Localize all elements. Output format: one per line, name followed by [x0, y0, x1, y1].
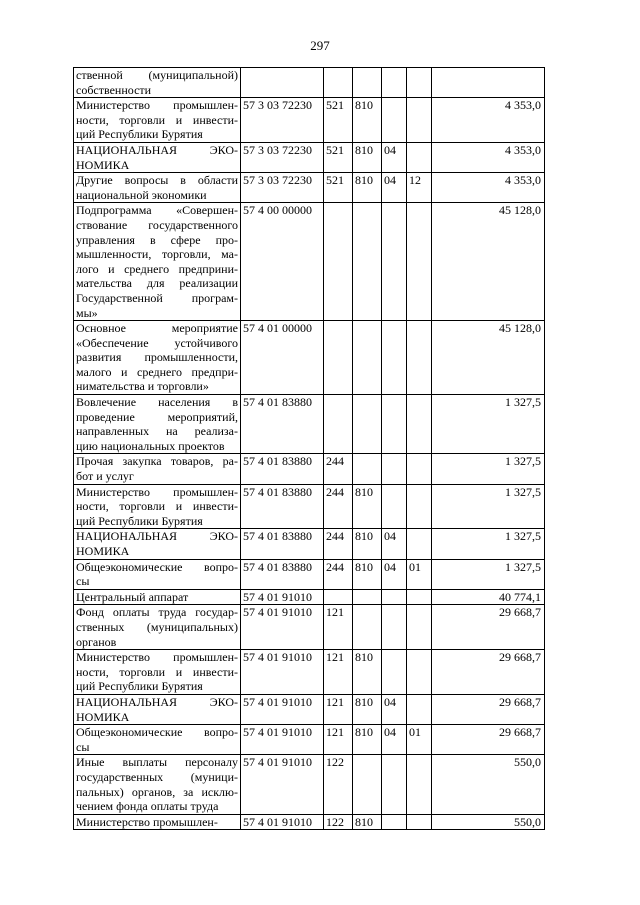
table-row [74, 98, 545, 143]
description-line: Министерство промышлен- [76, 814, 218, 829]
description-line: государственных (муници- [76, 769, 238, 784]
section-code: 04 [382, 142, 407, 172]
table-row [74, 694, 545, 724]
administrator-code [353, 68, 382, 98]
table-row [74, 68, 545, 98]
description-line: «Обеспечение устойчивого [76, 335, 238, 350]
target-article-code: 57 4 01 00000 [241, 321, 324, 395]
section-code [382, 650, 407, 695]
table-row [74, 589, 545, 605]
expense-type-code: 521 [324, 142, 353, 172]
description-line: сы [76, 739, 90, 754]
description-line: Подпрограмма «Совершен- [76, 203, 238, 218]
description-line: ций Республики Бурятия [76, 679, 203, 694]
description-line: органов [76, 634, 117, 649]
section-code: 04 [382, 529, 407, 559]
expense-type-code: 244 [324, 529, 353, 559]
target-article-code [241, 68, 324, 98]
description-line: Иные выплаты персоналу [76, 755, 238, 770]
subsection-code [407, 484, 432, 529]
target-article-code: 57 4 01 83880 [241, 454, 324, 484]
description-line: ций Республики Бурятия [76, 513, 203, 528]
target-article-code: 57 4 01 91010 [241, 755, 324, 814]
description-line: собственности [76, 82, 152, 97]
section-code [382, 321, 407, 395]
row-description [74, 694, 241, 724]
subsection-code [407, 605, 432, 650]
description-line: ственных (муниципальных) [76, 619, 238, 634]
amount: 29 668,7 [432, 725, 545, 755]
subsection-code [407, 203, 432, 321]
description-line: мышленности, торговли, ма- [76, 247, 238, 262]
table-row [74, 321, 545, 395]
description-line: НАЦИОНАЛЬНАЯ ЭКО- [76, 694, 238, 709]
row-description [74, 589, 241, 605]
administrator-code: 810 [353, 529, 382, 559]
description-line: Фонд оплаты труда государ- [76, 605, 238, 620]
row-description [74, 454, 241, 484]
budget-table [73, 67, 545, 830]
expense-type-code: 244 [324, 484, 353, 529]
description-line: Министерство промышлен- [76, 650, 238, 665]
administrator-code [353, 395, 382, 454]
description-line: Другие вопросы в области [76, 173, 238, 188]
target-article-code: 57 4 01 83880 [241, 395, 324, 454]
section-code: 04 [382, 173, 407, 203]
section-code: 04 [382, 725, 407, 755]
amount: 29 668,7 [432, 605, 545, 650]
subsection-code [407, 395, 432, 454]
table-row [74, 605, 545, 650]
row-description [74, 605, 241, 650]
description-line: НАЦИОНАЛЬНАЯ ЭКО- [76, 529, 238, 544]
subsection-code [407, 454, 432, 484]
description-line: НОМИКА [76, 157, 130, 172]
administrator-code: 810 [353, 814, 382, 830]
table-row [74, 173, 545, 203]
description-line: сы [76, 574, 90, 589]
subsection-code [407, 142, 432, 172]
expense-type-code [324, 589, 353, 605]
expense-type-code: 121 [324, 605, 353, 650]
section-code [382, 203, 407, 321]
table-row [74, 454, 545, 484]
expense-type-code [324, 68, 353, 98]
description-line: Министерство промышлен- [76, 98, 238, 113]
subsection-code [407, 68, 432, 98]
row-description [74, 650, 241, 695]
expense-type-code: 121 [324, 725, 353, 755]
table-row [74, 755, 545, 814]
row-description [74, 484, 241, 529]
description-line: пальных) органов, за исклю- [76, 784, 238, 799]
amount: 45 128,0 [432, 203, 545, 321]
subsection-code: 01 [407, 559, 432, 589]
administrator-code: 810 [353, 484, 382, 529]
target-article-code: 57 4 01 91010 [241, 589, 324, 605]
administrator-code: 810 [353, 173, 382, 203]
target-article-code: 57 4 01 91010 [241, 650, 324, 695]
expense-type-code: 122 [324, 814, 353, 830]
amount: 4 353,0 [432, 142, 545, 172]
amount: 40 774,1 [432, 589, 545, 605]
row-description [74, 173, 241, 203]
table-row [74, 650, 545, 695]
row-description [74, 395, 241, 454]
expense-type-code: 521 [324, 98, 353, 143]
target-article-code: 57 4 01 83880 [241, 484, 324, 529]
subsection-code [407, 98, 432, 143]
expense-type-code [324, 321, 353, 395]
amount: 4 353,0 [432, 173, 545, 203]
description-line: ности, торговли и инвести- [76, 112, 238, 127]
description-line: НОМИКА [76, 709, 130, 724]
section-code: 04 [382, 694, 407, 724]
description-line: ности, торговли и инвести- [76, 499, 238, 514]
administrator-code [353, 321, 382, 395]
table-row [74, 142, 545, 172]
description-line: НОМИКА [76, 544, 130, 558]
administrator-code: 810 [353, 98, 382, 143]
row-description [74, 68, 241, 98]
description-line: национальной экономики [76, 187, 207, 202]
table-row [74, 484, 545, 529]
row-description [74, 142, 241, 172]
description-line: мы» [76, 305, 98, 320]
administrator-code [353, 755, 382, 814]
section-code [382, 454, 407, 484]
subsection-code [407, 529, 432, 559]
expense-type-code: 244 [324, 454, 353, 484]
page-number: 297 [310, 38, 330, 53]
row-description [74, 321, 241, 395]
section-code [382, 814, 407, 830]
target-article-code: 57 4 00 00000 [241, 203, 324, 321]
description-line: проведение мероприятий, [76, 409, 238, 424]
description-line: Министерство промышлен- [76, 484, 238, 499]
subsection-code [407, 589, 432, 605]
administrator-code [353, 454, 382, 484]
row-description [74, 98, 241, 143]
description-line: нимательства и торговли» [76, 379, 209, 394]
description-line: Основное мероприятие [76, 321, 238, 336]
section-code: 04 [382, 559, 407, 589]
section-code [382, 484, 407, 529]
amount [432, 68, 545, 98]
section-code [382, 98, 407, 143]
administrator-code: 810 [353, 725, 382, 755]
subsection-code: 12 [407, 173, 432, 203]
expense-type-code [324, 395, 353, 454]
target-article-code: 57 3 03 72230 [241, 142, 324, 172]
description-line: бот и услуг [76, 469, 134, 484]
expense-type-code: 244 [324, 559, 353, 589]
amount: 1 327,5 [432, 484, 545, 529]
budget-table-body [74, 68, 545, 830]
target-article-code: 57 4 01 83880 [241, 559, 324, 589]
target-article-code: 57 4 01 91010 [241, 694, 324, 724]
table-row [74, 529, 545, 559]
amount: 4 353,0 [432, 98, 545, 143]
section-code [382, 605, 407, 650]
description-line: чением фонда оплаты труда [76, 799, 219, 814]
table-row [74, 725, 545, 755]
subsection-code [407, 755, 432, 814]
administrator-code: 810 [353, 142, 382, 172]
table-row [74, 203, 545, 321]
expense-type-code: 122 [324, 755, 353, 814]
amount: 550,0 [432, 755, 545, 814]
section-code [382, 755, 407, 814]
description-line: НАЦИОНАЛЬНАЯ ЭКО- [76, 142, 238, 157]
administrator-code: 810 [353, 650, 382, 695]
target-article-code: 57 4 01 91010 [241, 725, 324, 755]
description-line: развития промышленности, [76, 350, 238, 365]
description-line: Общеэкономические вопро- [76, 725, 238, 740]
administrator-code: 810 [353, 559, 382, 589]
section-code [382, 68, 407, 98]
description-line: малого и среднего предпри- [76, 364, 238, 379]
description-line: ственной (муниципальной) [76, 68, 238, 82]
expense-type-code [324, 203, 353, 321]
description-line: ствование государственного [76, 217, 238, 232]
section-code [382, 395, 407, 454]
description-line: Государственной програм- [76, 290, 238, 305]
row-description [74, 725, 241, 755]
description-line: лого и среднего предприни- [76, 261, 238, 276]
target-article-code: 57 4 01 83880 [241, 529, 324, 559]
amount: 1 327,5 [432, 454, 545, 484]
section-code [382, 589, 407, 605]
amount: 1 327,5 [432, 529, 545, 559]
amount: 550,0 [432, 814, 545, 830]
expense-type-code: 521 [324, 173, 353, 203]
row-description [74, 559, 241, 589]
target-article-code: 57 3 03 72230 [241, 98, 324, 143]
subsection-code [407, 814, 432, 830]
description-line: управления в сфере про- [76, 232, 238, 247]
target-article-code: 57 3 03 72230 [241, 173, 324, 203]
amount: 1 327,5 [432, 559, 545, 589]
row-description [74, 529, 241, 559]
expense-type-code: 121 [324, 694, 353, 724]
row-description [74, 755, 241, 814]
amount: 29 668,7 [432, 694, 545, 724]
expense-type-code: 121 [324, 650, 353, 695]
amount: 29 668,7 [432, 650, 545, 695]
target-article-code: 57 4 01 91010 [241, 814, 324, 830]
description-line: цию национальных проектов [76, 438, 225, 453]
subsection-code [407, 650, 432, 695]
table-row [74, 395, 545, 454]
description-line: Вовлечение населения в [76, 395, 238, 410]
subsection-code [407, 694, 432, 724]
subsection-code [407, 321, 432, 395]
description-line: Общеэкономические вопро- [76, 559, 238, 574]
row-description [74, 814, 241, 830]
description-line: Центральный аппарат [76, 589, 189, 604]
row-description [74, 203, 241, 321]
administrator-code [353, 589, 382, 605]
administrator-code [353, 203, 382, 321]
administrator-code [353, 605, 382, 650]
amount: 1 327,5 [432, 395, 545, 454]
table-row [74, 814, 545, 830]
description-line: Прочая закупка товаров, ра- [76, 454, 238, 469]
target-article-code: 57 4 01 91010 [241, 605, 324, 650]
description-line: мательства для реализации [76, 276, 238, 291]
description-line: направленных на реализа- [76, 424, 238, 439]
table-row [74, 559, 545, 589]
description-line: ций Республики Бурятия [76, 127, 203, 142]
description-line: ности, торговли и инвести- [76, 664, 238, 679]
amount: 45 128,0 [432, 321, 545, 395]
subsection-code: 01 [407, 725, 432, 755]
administrator-code: 810 [353, 694, 382, 724]
